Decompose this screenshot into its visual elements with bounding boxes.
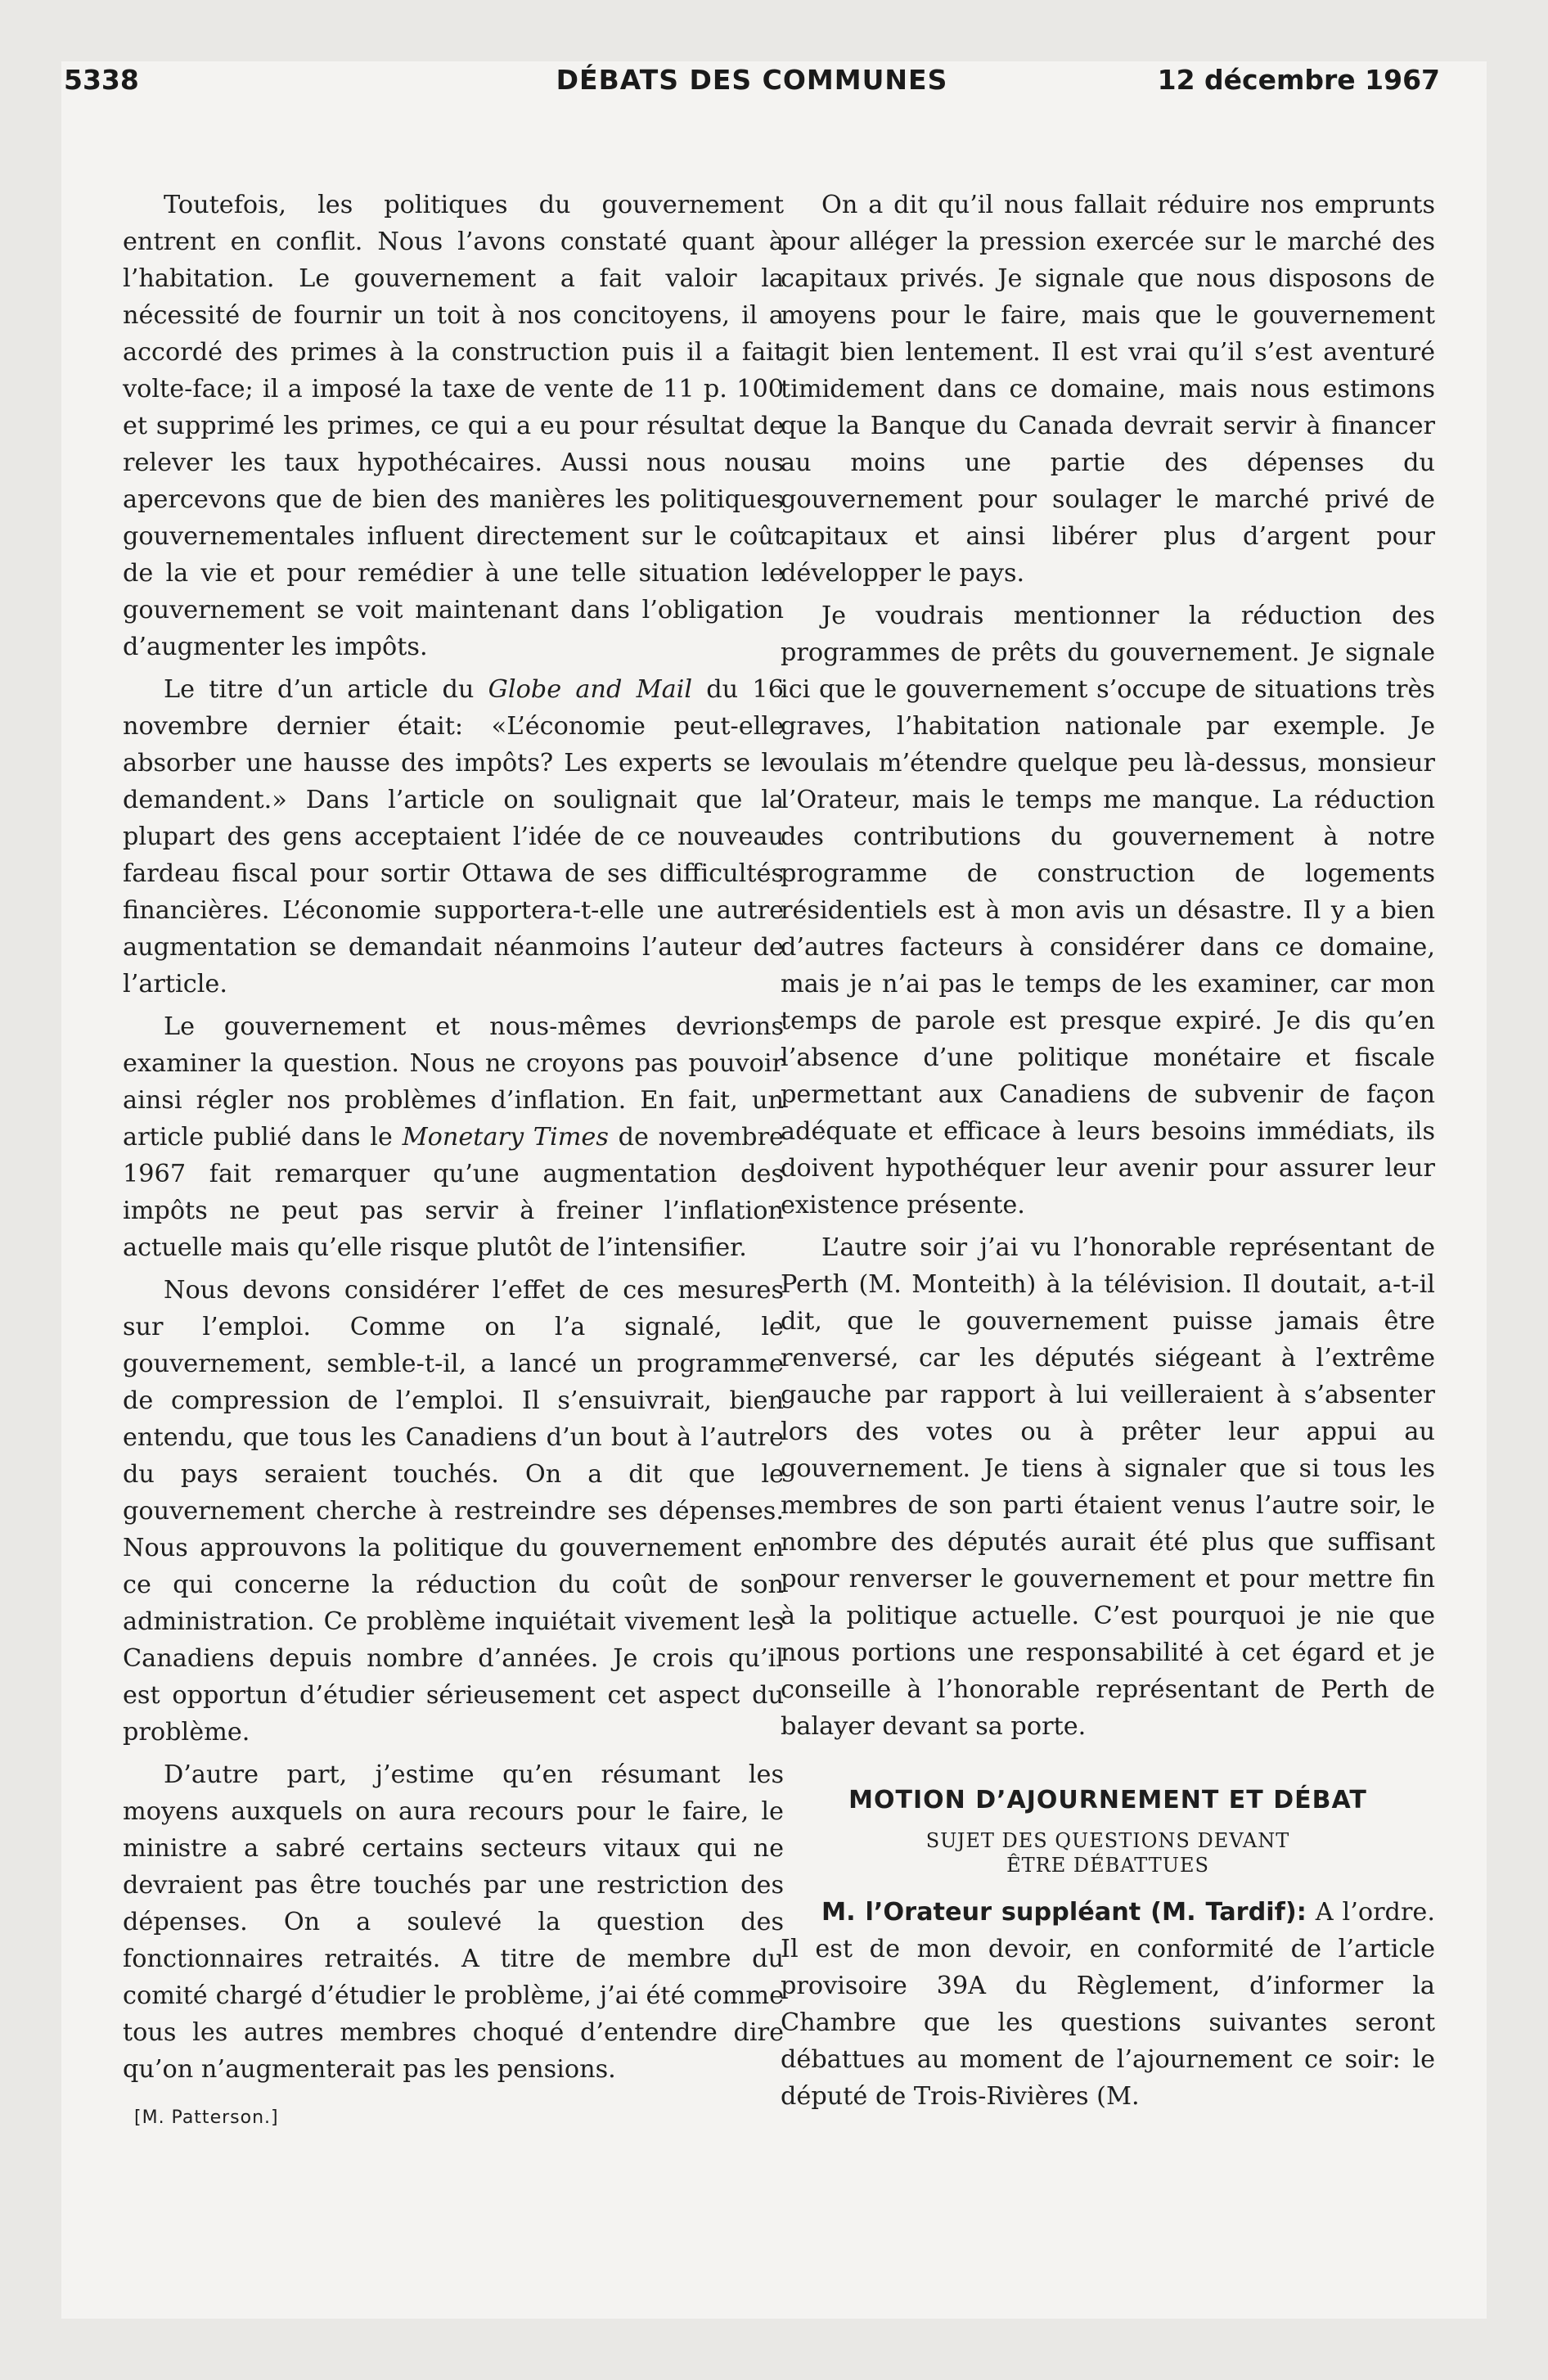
right-column — [781, 187, 1435, 2121]
paragraph: Toutefois, les politiques du gouvernement entrent en conflit. Nous l’avons constaté quant à l’habitation. Le gouvernement a fait valoir la nécessité de fournir un toit à nos concitoyens, il a accordé des primes à la construction puis il a fait volte-face; il a imposé la taxe de vente de 11 p. 100 et supprimé les primes, ce qui a eu pour résultat de relever les taux hypothécaires. Aussi nous nous apercevons que de bien des manières les politiques gouvernementales influent directement sur le coût de la vie et pour remédier à une telle situation le gouvernement se voit maintenant dans l’obligation d’augmenter les impôts. — [123, 191, 784, 661]
section-subheading — [781, 1828, 1435, 1877]
subheading-line: ÊTRE DÉBATTUES — [1006, 1854, 1209, 1877]
page-header — [64, 64, 1440, 105]
text-run: du 16 novembre dernier était: «L’économie peut-elle absorber une hausse des impôts? Les experts se le demandent.» Dans l’article on soulignait que la plupart des gens acceptaient l’idée de ce nouveau fardeau fiscal pour sortir Ottawa de ses difficultés financières. L’économie supportera-t-elle une autre augmentation se demandait néanmoins l’auteur de l’article. — [123, 675, 784, 998]
text-run: de novembre 1967 fait remarquer qu’une augmentation des impôts ne peut pas servir à freiner l’inflation actuelle mais qu’elle risque plutôt de l’intensifier. — [123, 1123, 784, 1262]
paragraph: D’autre part, j’estime qu’en résumant les moyens auxquels on aura recours pour le faire, le ministre a sabré certains secteurs vitaux qui ne devraient pas être touchés par une restriction des dépenses. On a soulevé la question des fonctionnaires retraités. A titre de membre du comité chargé d’étudier le problème, j’ai été comme tous les autres membres choqué d’entendre dire qu’on n’augmenterait pas les pensions. — [123, 1760, 784, 2084]
speaker-name: M. l’Orateur suppléant (M. Tardif): — [821, 1898, 1307, 1927]
speaker-attribution: [M. Patterson.] — [134, 2107, 279, 2128]
publication-name: Monetary Times — [402, 1123, 609, 1152]
text-run: Le gouvernement et nous-mêmes devrions examiner la question. Nous ne croyons pas pouvoir ainsi régler nos problèmes d’inflation. En fait, un article publié dans le — [123, 1012, 784, 1152]
section-heading: MOTION D’AJOURNEMENT ET DÉBAT — [848, 1786, 1367, 1814]
page-date: 12 décembre 1967 — [1157, 64, 1440, 96]
publication-title: DÉBATS DES COMMUNES — [556, 64, 948, 96]
paragraph: On a dit qu’il nous fallait réduire nos emprunts pour alléger la pression exercée sur le marché des capitaux privés. Je signale que nous disposons de moyens pour le faire, mais que le gouvernement agit bien lentement. Il est vrai qu’il s’est aventuré timidement dans ce domaine, mais nous estimons que la Banque du Canada devrait servir à financer au moins une partie des dépenses du gouvernement pour soulager le marché privé de capitaux et ainsi libérer plus d’argent pour développer le pays. — [781, 191, 1435, 588]
left-column — [123, 187, 784, 2130]
paragraph — [123, 1008, 784, 1266]
paragraph: Nous devons considérer l’effet de ces mesures sur l’emploi. Comme on l’a signalé, le gouvernement, semble-t-il, a lancé un programme de compression de l’emploi. Il s’ensuivrait, bien entendu, que tous les Canadiens d’un bout à l’autre du pays seraient touchés. On a dit que le gouvernement cherche à restreindre ses dépenses. Nous approuvons la politique du gouvernement en ce qui concerne la réduction du coût de son administration. Ce problème inquiétait vivement les Canadiens depuis nombre d’années. Je crois qu’il est opportun d’étudier sérieusement cet aspect du problème. — [123, 1276, 784, 1747]
publication-name: Globe and Mail — [488, 675, 693, 704]
paragraph — [781, 1894, 1435, 2115]
page-number: 5338 — [64, 64, 139, 96]
subheading-line: SUJET DES QUESTIONS DEVANT — [925, 1829, 1290, 1852]
text-run: Le titre d’un article du — [164, 675, 488, 704]
paragraph: L’autre soir j’ai vu l’honorable représentant de Perth (M. Monteith) à la télévision. Il doutait, a-t-il dit, que le gouvernement puisse jamais être renversé, car les députés siégeant à l’extrême gauche par rapport à lui veilleraient à s’absenter lors des votes ou à prêter leur appui au gouvernement. Je tiens à signaler que si tous les membres de son parti étaient venus l’autre soir, le nombre des députés aurait été plus que suffisant pour renverser le gouvernement et pour mettre fin à la politique actuelle. C’est pourquoi je nie que nous portions une responsabilité à cet égard et je conseille à l’honorable représentant de Perth de balayer devant sa porte. — [781, 1233, 1435, 1741]
paragraph: Je voudrais mentionner la réduction des programmes de prêts du gouvernement. Je signale ici que le gouvernement s’occupe de situations très graves, l’habitation nationale par exemple. Je voulais m’étendre quelque peu là-dessus, monsieur l’Orateur, mais le temps me manque. La réduction des contributions du gouvernement à notre programme de construction de logements résidentiels est à mon avis un désastre. Il y a bien d’autres facteurs à considérer dans ce domaine, mais je n’ai pas le temps de les examiner, car mon temps de parole est presque expiré. Je dis qu’en l’absence d’une politique monétaire et fiscale permettant aux Canadiens de subvenir de façon adéquate et efficace à leurs besoins immédiats, ils doivent hypothéquer leur avenir pour assurer leur existence présente. — [781, 602, 1435, 1219]
text-run: A l’ordre. Il est de mon devoir, en conformité de l’article provisoire 39A du Règlement, d’informer la Chambre que les questions suivantes seront débattues au moment de l’ajournement ce soir: le député de Trois-Rivières (M. — [781, 1898, 1435, 2111]
paragraph — [123, 671, 784, 1003]
